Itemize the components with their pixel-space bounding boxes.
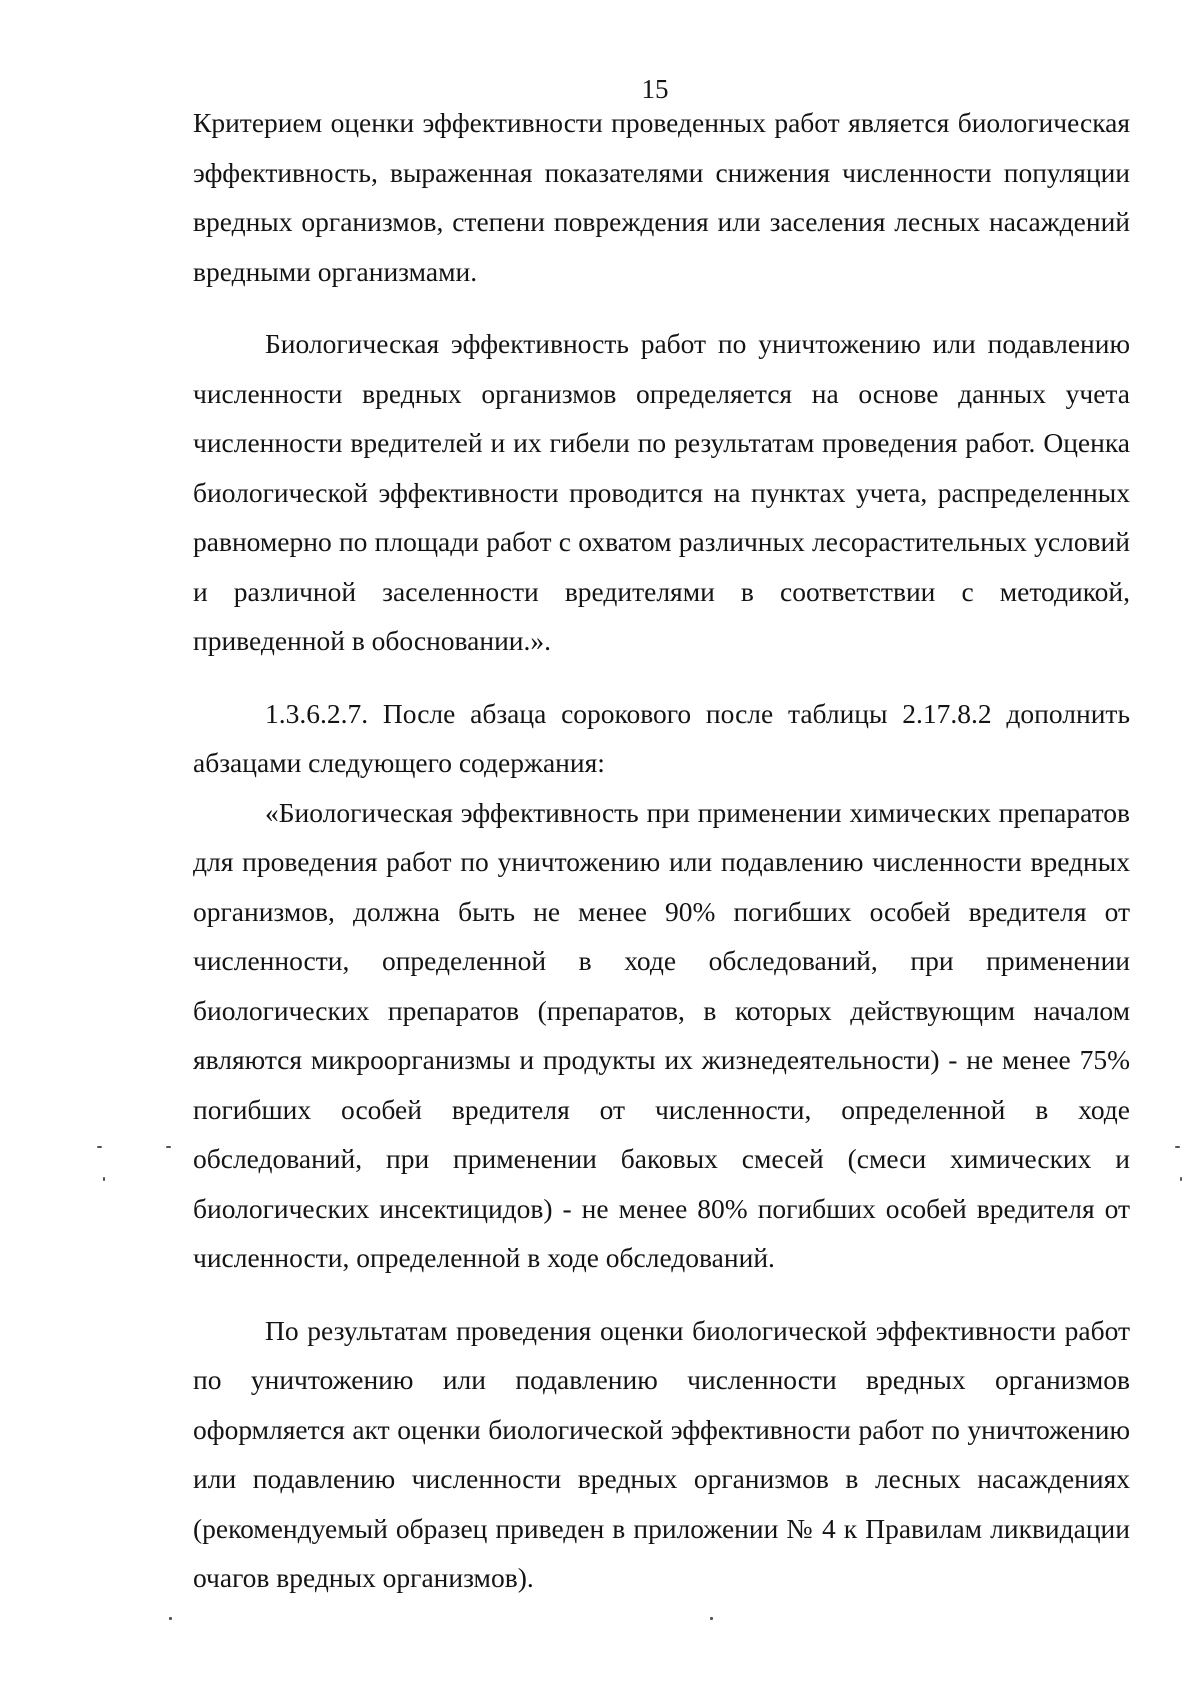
scan-speck — [1175, 1146, 1180, 1148]
paragraph-efficiency-thresholds: «Биологическая эффективность при применении химических препаратов для проведения работ по уничтожению или подавлению численности вредных организмов, должна быть не менее 90% погибших особей вредителя от численности, определенной в ходе обследований, при применении биологических препаратов (препаратов, в которых действующим началом являются микроорганизмы и продукты их жизнедеятельности) - не менее 75% погибших особей вредителя от численности, определенной в ходе обследований, при применении баковых смесей (смеси химических и биологических инсектицидов) - не менее 80% погибших особей вредителя от численности, определенной в ходе обследований. — [193, 796, 1130, 1273]
scan-speck — [1180, 1177, 1182, 1181]
paragraph-assessment-act: По результатам проведения оценки биологической эффективности работ по уничтожению или подавлению численности вредных организмов оформляется акт оценки биологической эффективности работ по уничтожению или подавлению численности вредных организмов в лесных насаждениях (рекомендуемый образец приведен в приложении № 4 к Правилам ликвидации очагов вредных организмов). — [193, 1314, 1130, 1593]
scan-speck — [710, 1617, 713, 1620]
paragraph-biological-efficiency-method: Биологическая эффективность работ по уничтожению или подавлению численности вредных организмов определяется на основе данных учета численности вредителей и их гибели по результатам проведения работ. Оценка биологической эффективности проводится на пунктах учета, распределенных равномерно по площади работ с охватом различных лесорастительных условий и различной заселенности вредителями в соответствии с методикой, приведенной в обосновании.». — [193, 328, 1130, 656]
scan-speck — [169, 1617, 172, 1620]
paragraph-amendment-instruction: 1.3.6.2.7. После абзаца сорокового после таблицы 2.17.8.2 дополнить абзацами следующего содержания: — [193, 697, 1130, 778]
page-number: 15 — [641, 74, 669, 104]
scan-speck — [166, 1146, 171, 1148]
paragraph-evaluation-criterion: Критерием оценки эффективности проведенных работ является биологическая эффективность, выраженная показателями снижения численности популяции вредных организмов, степени повреждения или заселения лесных насаждений вредными организмами. — [193, 107, 1130, 287]
scan-speck — [97, 1146, 102, 1148]
scan-speck — [103, 1177, 105, 1181]
document-body — [193, 98, 1130, 1603]
